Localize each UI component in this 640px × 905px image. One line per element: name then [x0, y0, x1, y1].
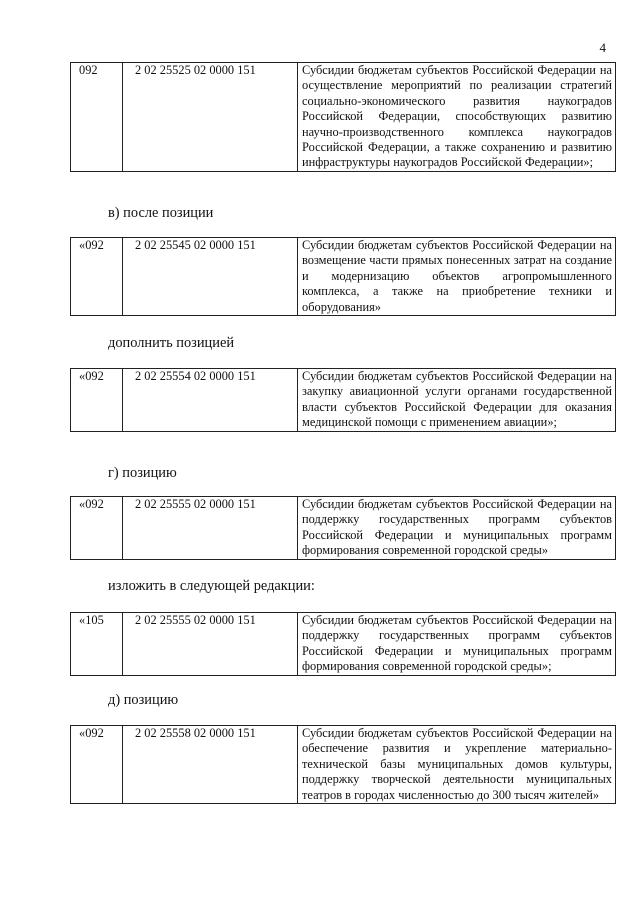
admin-code-cell: «092: [71, 726, 123, 804]
kbk-code-cell: 2 02 25554 02 0000 151: [123, 369, 298, 432]
kbk-code-cell: 2 02 25555 02 0000 151: [123, 497, 298, 560]
description-cell: Субсидии бюджетам субъектов Российской Федерации на осуществление мероприятий по реализации стратегий социально-экономического развития наукоградов Российской Федерации, способствующих развитию научно-производственного комплекса наукоградов Российской Федерации, а также сохранению и развитию инфраструктуры наукоградов Российской Федерации»;: [298, 63, 616, 172]
kbk-code-cell: 2 02 25555 02 0000 151: [123, 613, 298, 676]
caption-position-d: д) позицию: [108, 692, 179, 708]
admin-code-cell: «092: [71, 369, 123, 432]
kbk-code-cell: 2 02 25558 02 0000 151: [123, 726, 298, 804]
caption-after-position: в) после позиции: [108, 205, 214, 221]
caption-position-g: г) позицию: [108, 465, 177, 481]
description-cell: Субсидии бюджетам субъектов Российской Федерации на возмещение части прямых понесенных затрат на создание и модернизацию объектов агропромышленного комплекса, а также на приобретение техники и оборудования»: [298, 238, 616, 316]
admin-code-cell: «092: [71, 497, 123, 560]
page-number: 4: [599, 40, 606, 55]
budget-table-1: [70, 62, 616, 172]
budget-table-6: [70, 725, 616, 804]
admin-code-cell: «105: [71, 613, 123, 676]
table-row: [71, 613, 616, 676]
budget-table-4: [70, 496, 616, 560]
table-row: [71, 726, 616, 804]
caption-supplement-position: дополнить позицией: [108, 335, 235, 351]
description-cell: Субсидии бюджетам субъектов Российской Федерации на закупку авиационной услуги органами государственной власти субъектов Российской Федерации для оказания медицинской помощи с применением авиации»;: [298, 369, 616, 432]
budget-table-5: [70, 612, 616, 676]
budget-table-2: [70, 237, 616, 316]
admin-code-cell: «092: [71, 238, 123, 316]
table-row: [71, 238, 616, 316]
description-cell: Субсидии бюджетам субъектов Российской Федерации на поддержку государственных программ субъектов Российской Федерации и муниципальных программ формирования современной городской среды»: [298, 497, 616, 560]
table-row: [71, 369, 616, 432]
budget-table-3: [70, 368, 616, 432]
table-row: [71, 497, 616, 560]
description-cell: Субсидии бюджетам субъектов Российской Федерации на поддержку государственных программ субъектов Российской Федерации и муниципальных программ формирования современной городской среды»;: [298, 613, 616, 676]
caption-new-edition: изложить в следующей редакции:: [108, 578, 315, 594]
description-cell: Субсидии бюджетам субъектов Российской Федерации на обеспечение развития и укрепление материально-технической базы муниципальных домов культуры, поддержку творческой деятельности муниципальных театров в городах численностью до 300 тысяч жителей»: [298, 726, 616, 804]
admin-code-cell: 092: [71, 63, 123, 172]
kbk-code-cell: 2 02 25545 02 0000 151: [123, 238, 298, 316]
kbk-code-cell: 2 02 25525 02 0000 151: [123, 63, 298, 172]
table-row: [71, 63, 616, 172]
